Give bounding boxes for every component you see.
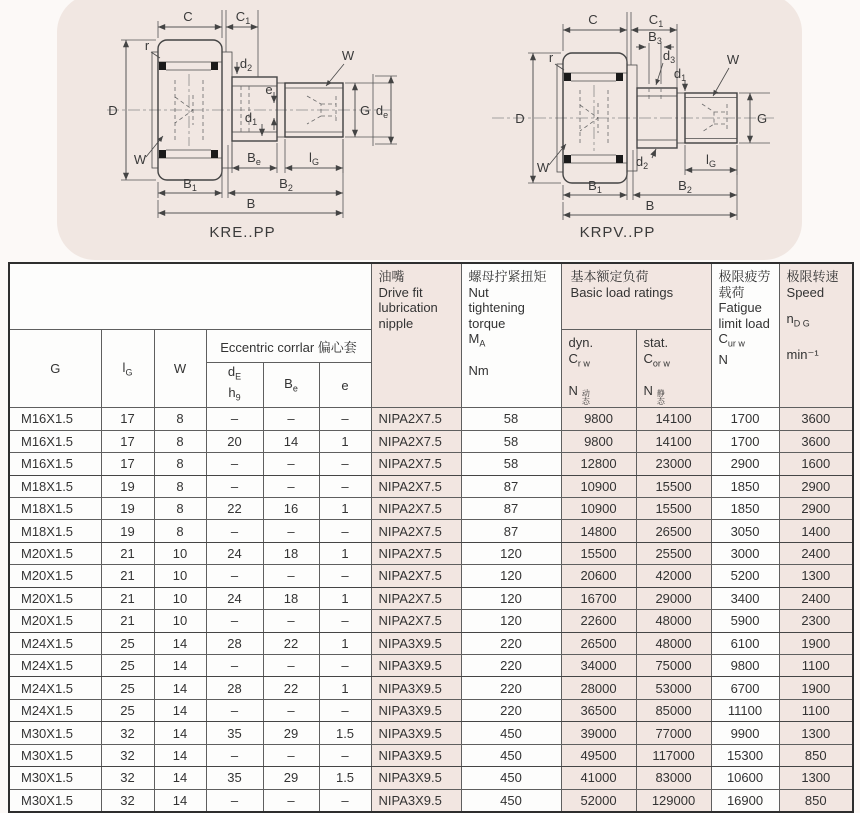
cell-fatigue: 3400 xyxy=(711,587,779,609)
dim-label-w-right: W xyxy=(341,48,355,63)
cell-speed: 2900 xyxy=(779,475,853,497)
cell-be: 29 xyxy=(263,767,319,789)
cell-torque: 450 xyxy=(461,789,561,812)
cell-fatigue: 9900 xyxy=(711,722,779,744)
cell-w: 10 xyxy=(154,565,206,587)
cell-lg: 32 xyxy=(101,789,154,812)
cell-nipple: NIPA2X7.5 xyxy=(371,453,461,475)
cell-stat: 14100 xyxy=(636,408,711,430)
cell-w: 14 xyxy=(154,767,206,789)
cell-g: M20X1.5 xyxy=(9,565,101,587)
cell-lg: 32 xyxy=(101,722,154,744)
cell-be: – xyxy=(263,744,319,766)
table-row xyxy=(9,699,853,721)
cell-de: 28 xyxy=(206,677,263,699)
dim-label-de: $d_e$ xyxy=(375,103,389,120)
cell-dyn: 28000 xyxy=(561,677,636,699)
cell-fatigue: 9800 xyxy=(711,655,779,677)
cell-de: – xyxy=(206,453,263,475)
cell-nipple: NIPA2X7.5 xyxy=(371,542,461,564)
cell-e: 1 xyxy=(319,632,371,654)
cell-fatigue: 15300 xyxy=(711,744,779,766)
cell-fatigue: 16900 xyxy=(711,789,779,812)
col-header-be: $B_e$ xyxy=(263,363,319,408)
kre-pp-caption: KRE..PP xyxy=(209,224,276,241)
dimensions xyxy=(515,12,770,220)
cell-nipple: NIPA2X7.5 xyxy=(371,520,461,542)
cell-dyn: 41000 xyxy=(561,767,636,789)
cell-dyn: 34000 xyxy=(561,655,636,677)
col-header-de-h9: $d_E$ $h_9$ xyxy=(206,363,263,408)
cell-g: M24X1.5 xyxy=(9,699,101,721)
dim-label-be: $B_e$ xyxy=(247,150,261,167)
cell-stat: 83000 xyxy=(636,767,711,789)
cell-g: M24X1.5 xyxy=(9,677,101,699)
cell-be: – xyxy=(263,565,319,587)
cell-be: 18 xyxy=(263,587,319,609)
col-header-fatigue: 极限疲劳 载荷 Fatigue limit load $C_{ur w}$ N xyxy=(711,263,779,408)
dim-label-r: r xyxy=(144,38,150,53)
cell-speed: 1100 xyxy=(779,699,853,721)
cell-de: – xyxy=(206,475,263,497)
cell-e: 1.5 xyxy=(319,722,371,744)
cell-de: – xyxy=(206,789,263,812)
table-row xyxy=(9,632,853,654)
cell-de: 24 xyxy=(206,587,263,609)
cell-fatigue: 1850 xyxy=(711,497,779,519)
cell-nipple: NIPA2X7.5 xyxy=(371,587,461,609)
cell-stat: 23000 xyxy=(636,453,711,475)
cell-torque: 120 xyxy=(461,610,561,632)
cell-be: – xyxy=(263,610,319,632)
table-row xyxy=(9,767,853,789)
dim-label-b3: $B_3$ xyxy=(648,29,662,46)
cell-g: M16X1.5 xyxy=(9,408,101,430)
cell-dyn: 12800 xyxy=(561,453,636,475)
cell-fatigue: 5200 xyxy=(711,565,779,587)
cell-torque: 120 xyxy=(461,542,561,564)
cell-speed: 1300 xyxy=(779,565,853,587)
cell-w: 10 xyxy=(154,610,206,632)
cell-lg: 32 xyxy=(101,767,154,789)
cell-e: – xyxy=(319,520,371,542)
cell-e: 1 xyxy=(319,587,371,609)
dim-label-c1: $C_1$ xyxy=(648,12,664,29)
dim-label-d-outer: D xyxy=(515,111,525,126)
dim-label-c: C xyxy=(183,9,193,24)
table-row xyxy=(9,453,853,475)
col-header-torque: 螺母拧紧扭矩 Nut tightening torque $M_A$ Nm xyxy=(461,263,561,408)
dim-label-ig: $l_G$ xyxy=(706,152,716,169)
cell-lg: 21 xyxy=(101,610,154,632)
cell-nipple: NIPA2X7.5 xyxy=(371,475,461,497)
table-row xyxy=(9,520,853,542)
krpv-pp-drawing xyxy=(430,0,805,252)
cell-fatigue: 6100 xyxy=(711,632,779,654)
cell-w: 14 xyxy=(154,744,206,766)
cell-e: 1.5 xyxy=(319,767,371,789)
cell-e: – xyxy=(319,565,371,587)
dim-label-b: B xyxy=(246,196,256,211)
cell-fatigue: 10600 xyxy=(711,767,779,789)
cell-e: 1 xyxy=(319,497,371,519)
cell-g: M20X1.5 xyxy=(9,542,101,564)
cell-stat: 117000 xyxy=(636,744,711,766)
cell-lg: 25 xyxy=(101,677,154,699)
col-header-lg: $l_G$ xyxy=(101,330,154,408)
cell-de: – xyxy=(206,520,263,542)
cell-stat: 129000 xyxy=(636,789,711,812)
cell-dyn: 22600 xyxy=(561,610,636,632)
cell-w: 8 xyxy=(154,475,206,497)
cell-be: 22 xyxy=(263,677,319,699)
cell-stat: 85000 xyxy=(636,699,711,721)
cell-stat: 77000 xyxy=(636,722,711,744)
cell-nipple: NIPA2X7.5 xyxy=(371,408,461,430)
header-empty-cell xyxy=(9,263,371,330)
cell-e: – xyxy=(319,408,371,430)
col-header-speed: 极限转速 Speed $n_{D G}$ min⁻¹ xyxy=(779,263,853,408)
table-row xyxy=(9,722,853,744)
cell-lg: 19 xyxy=(101,497,154,519)
spec-table xyxy=(8,262,854,813)
cell-de: – xyxy=(206,610,263,632)
cell-stat: 48000 xyxy=(636,610,711,632)
cell-stat: 42000 xyxy=(636,565,711,587)
cell-dyn: 20600 xyxy=(561,565,636,587)
cell-g: M30X1.5 xyxy=(9,767,101,789)
dim-label-d-outer: D xyxy=(108,103,118,118)
cell-g: M30X1.5 xyxy=(9,744,101,766)
cell-fatigue: 11100 xyxy=(711,699,779,721)
cell-nipple: NIPA3X9.5 xyxy=(371,632,461,654)
cell-speed: 1100 xyxy=(779,655,853,677)
col-header-basic-load: 基本额定负荷 Basic load ratings xyxy=(561,263,711,330)
cell-stat: 48000 xyxy=(636,632,711,654)
col-header-w: W xyxy=(154,330,206,408)
cell-torque: 58 xyxy=(461,430,561,452)
cell-fatigue: 1700 xyxy=(711,430,779,452)
dim-label-b: B xyxy=(645,198,655,213)
cell-w: 14 xyxy=(154,632,206,654)
cell-lg: 25 xyxy=(101,699,154,721)
col-header-stat: stat. $C_{or w}$ N 静 态 xyxy=(636,330,711,408)
cell-g: M20X1.5 xyxy=(9,610,101,632)
cell-e: – xyxy=(319,789,371,812)
cell-be: – xyxy=(263,699,319,721)
cell-de: 22 xyxy=(206,497,263,519)
cell-stat: 75000 xyxy=(636,655,711,677)
cell-torque: 120 xyxy=(461,565,561,587)
cell-w: 8 xyxy=(154,453,206,475)
cell-torque: 220 xyxy=(461,632,561,654)
col-header-dyn: dyn. $C_{r w}$ N 动 态 xyxy=(561,330,636,408)
cell-nipple: NIPA3X9.5 xyxy=(371,699,461,721)
dim-label-b2: $B_2$ xyxy=(279,176,293,193)
cell-lg: 21 xyxy=(101,542,154,564)
table-row xyxy=(9,565,853,587)
cell-g: M18X1.5 xyxy=(9,520,101,542)
table-row xyxy=(9,677,853,699)
cell-dyn: 10900 xyxy=(561,475,636,497)
dim-label-r: r xyxy=(548,50,554,65)
cell-speed: 2400 xyxy=(779,587,853,609)
cell-speed: 3600 xyxy=(779,430,853,452)
cell-w: 10 xyxy=(154,542,206,564)
cell-be: 18 xyxy=(263,542,319,564)
cell-de: 35 xyxy=(206,722,263,744)
cell-fatigue: 3000 xyxy=(711,542,779,564)
dim-label-c: C xyxy=(588,12,598,27)
cell-be: 16 xyxy=(263,497,319,519)
dim-label-b1: $B_1$ xyxy=(588,178,602,195)
dim-label-g: G xyxy=(756,111,768,126)
cell-e: – xyxy=(319,610,371,632)
cell-fatigue: 1850 xyxy=(711,475,779,497)
cell-w: 8 xyxy=(154,408,206,430)
table-row xyxy=(9,430,853,452)
cell-speed: 1900 xyxy=(779,677,853,699)
cell-nipple: NIPA2X7.5 xyxy=(371,497,461,519)
cell-nipple: NIPA3X9.5 xyxy=(371,744,461,766)
cell-nipple: NIPA3X9.5 xyxy=(371,677,461,699)
cell-g: M18X1.5 xyxy=(9,475,101,497)
cell-dyn: 9800 xyxy=(561,408,636,430)
cell-torque: 450 xyxy=(461,722,561,744)
cell-torque: 220 xyxy=(461,655,561,677)
dim-label-c1: $C_1$ xyxy=(235,9,251,26)
dim-label-g: G xyxy=(359,103,371,118)
cell-w: 10 xyxy=(154,587,206,609)
cell-torque: 450 xyxy=(461,767,561,789)
cell-be: 14 xyxy=(263,430,319,452)
cell-w: 14 xyxy=(154,677,206,699)
cell-nipple: NIPA3X9.5 xyxy=(371,789,461,812)
cell-be: – xyxy=(263,453,319,475)
cell-e: – xyxy=(319,699,371,721)
cell-lg: 25 xyxy=(101,655,154,677)
cell-de: 20 xyxy=(206,430,263,452)
dim-label-w-left: W xyxy=(133,152,147,167)
cell-e: – xyxy=(319,453,371,475)
table-row xyxy=(9,587,853,609)
cell-torque: 87 xyxy=(461,497,561,519)
col-header-nipple: 油嘴 Drive fit lubrication nipple xyxy=(371,263,461,408)
cell-fatigue: 5900 xyxy=(711,610,779,632)
cell-torque: 58 xyxy=(461,453,561,475)
cell-nipple: NIPA2X7.5 xyxy=(371,610,461,632)
dim-label-b1: $B_1$ xyxy=(183,176,197,193)
cell-dyn: 9800 xyxy=(561,430,636,452)
cell-w: 14 xyxy=(154,699,206,721)
cell-e: 1 xyxy=(319,677,371,699)
cell-speed: 2900 xyxy=(779,497,853,519)
kre-pp-diagram xyxy=(55,0,430,252)
cell-dyn: 26500 xyxy=(561,632,636,654)
col-header-g: G xyxy=(9,330,101,408)
spec-table-body xyxy=(9,408,853,812)
cell-speed: 1600 xyxy=(779,453,853,475)
table-row xyxy=(9,655,853,677)
cell-be: 22 xyxy=(263,632,319,654)
cell-g: M16X1.5 xyxy=(9,430,101,452)
cell-de: 28 xyxy=(206,632,263,654)
cell-e: 1 xyxy=(319,542,371,564)
cell-lg: 32 xyxy=(101,744,154,766)
cell-speed: 1300 xyxy=(779,767,853,789)
table-row xyxy=(9,789,853,812)
krpv-pp-diagram xyxy=(430,0,805,252)
cell-g: M18X1.5 xyxy=(9,497,101,519)
cell-g: M24X1.5 xyxy=(9,655,101,677)
cell-lg: 17 xyxy=(101,430,154,452)
col-header-eccentric-collar: Eccentric corrlar 偏心套 xyxy=(206,330,371,363)
cell-torque: 120 xyxy=(461,587,561,609)
cell-lg: 25 xyxy=(101,632,154,654)
cell-dyn: 15500 xyxy=(561,542,636,564)
cell-stat: 29000 xyxy=(636,587,711,609)
cell-fatigue: 2900 xyxy=(711,453,779,475)
cell-stat: 25500 xyxy=(636,542,711,564)
cell-torque: 220 xyxy=(461,699,561,721)
cell-be: – xyxy=(263,655,319,677)
cell-g: M20X1.5 xyxy=(9,587,101,609)
cell-de: – xyxy=(206,744,263,766)
kre-pp-drawing xyxy=(55,0,430,252)
cell-stat: 15500 xyxy=(636,475,711,497)
cell-be: – xyxy=(263,408,319,430)
cell-lg: 21 xyxy=(101,587,154,609)
cell-nipple: NIPA2X7.5 xyxy=(371,430,461,452)
cell-stat: 15500 xyxy=(636,497,711,519)
cell-dyn: 36500 xyxy=(561,699,636,721)
cell-de: 24 xyxy=(206,542,263,564)
cell-speed: 1900 xyxy=(779,632,853,654)
cell-e: 1 xyxy=(319,430,371,452)
cell-g: M30X1.5 xyxy=(9,789,101,812)
krpv-pp-caption: KRPV..PP xyxy=(579,224,656,241)
cell-nipple: NIPA2X7.5 xyxy=(371,565,461,587)
dim-label-d1: $d_1$ xyxy=(244,110,258,127)
dim-label-d3: $d_3$ xyxy=(662,48,676,65)
cell-w: 8 xyxy=(154,497,206,519)
table-row xyxy=(9,610,853,632)
cell-lg: 21 xyxy=(101,565,154,587)
cell-torque: 87 xyxy=(461,475,561,497)
cell-speed: 1300 xyxy=(779,722,853,744)
dim-label-w-right: W xyxy=(726,52,740,67)
cell-dyn: 16700 xyxy=(561,587,636,609)
cell-speed: 3600 xyxy=(779,408,853,430)
cell-w: 8 xyxy=(154,430,206,452)
col-header-e: e xyxy=(319,363,371,408)
cell-speed: 2300 xyxy=(779,610,853,632)
cell-speed: 1400 xyxy=(779,520,853,542)
cell-g: M30X1.5 xyxy=(9,722,101,744)
cell-stat: 53000 xyxy=(636,677,711,699)
cell-torque: 220 xyxy=(461,677,561,699)
cell-torque: 450 xyxy=(461,744,561,766)
cell-w: 8 xyxy=(154,520,206,542)
cell-dyn: 10900 xyxy=(561,497,636,519)
cell-dyn: 14800 xyxy=(561,520,636,542)
cell-torque: 87 xyxy=(461,520,561,542)
dim-label-ig: $l_G$ xyxy=(309,150,319,167)
cell-de: – xyxy=(206,699,263,721)
cell-lg: 19 xyxy=(101,475,154,497)
cell-g: M16X1.5 xyxy=(9,453,101,475)
cell-nipple: NIPA3X9.5 xyxy=(371,767,461,789)
cell-fatigue: 6700 xyxy=(711,677,779,699)
cell-de: 35 xyxy=(206,767,263,789)
cell-w: 14 xyxy=(154,789,206,812)
cell-speed: 2400 xyxy=(779,542,853,564)
cell-be: 29 xyxy=(263,722,319,744)
cell-lg: 17 xyxy=(101,408,154,430)
dim-label-w-left: W xyxy=(536,160,550,175)
cell-dyn: 52000 xyxy=(561,789,636,812)
dim-label-d2: $d_2$ xyxy=(239,56,253,73)
cell-be: – xyxy=(263,475,319,497)
dim-label-b2: $B_2$ xyxy=(678,178,692,195)
dim-label-e: e xyxy=(265,82,273,97)
cell-w: 14 xyxy=(154,655,206,677)
cell-speed: 850 xyxy=(779,744,853,766)
cell-be: – xyxy=(263,520,319,542)
table-row xyxy=(9,475,853,497)
dim-label-d2: $d_2$ xyxy=(635,154,649,171)
cell-dyn: 39000 xyxy=(561,722,636,744)
cell-fatigue: 1700 xyxy=(711,408,779,430)
cell-de: – xyxy=(206,655,263,677)
cell-e: – xyxy=(319,655,371,677)
table-row xyxy=(9,497,853,519)
table-row xyxy=(9,542,853,564)
cell-be: – xyxy=(263,789,319,812)
cell-de: – xyxy=(206,408,263,430)
dim-label-d1: $d_1$ xyxy=(673,66,687,83)
cell-lg: 19 xyxy=(101,520,154,542)
cell-stat: 14100 xyxy=(636,430,711,452)
cell-nipple: NIPA3X9.5 xyxy=(371,722,461,744)
cell-e: – xyxy=(319,744,371,766)
cell-lg: 17 xyxy=(101,453,154,475)
cell-g: M24X1.5 xyxy=(9,632,101,654)
table-row xyxy=(9,744,853,766)
cell-e: – xyxy=(319,475,371,497)
cell-torque: 58 xyxy=(461,408,561,430)
table-row xyxy=(9,408,853,430)
cell-de: – xyxy=(206,565,263,587)
cell-fatigue: 3050 xyxy=(711,520,779,542)
cell-nipple: NIPA3X9.5 xyxy=(371,655,461,677)
cell-speed: 850 xyxy=(779,789,853,812)
cell-w: 14 xyxy=(154,722,206,744)
cell-stat: 26500 xyxy=(636,520,711,542)
cell-dyn: 49500 xyxy=(561,744,636,766)
